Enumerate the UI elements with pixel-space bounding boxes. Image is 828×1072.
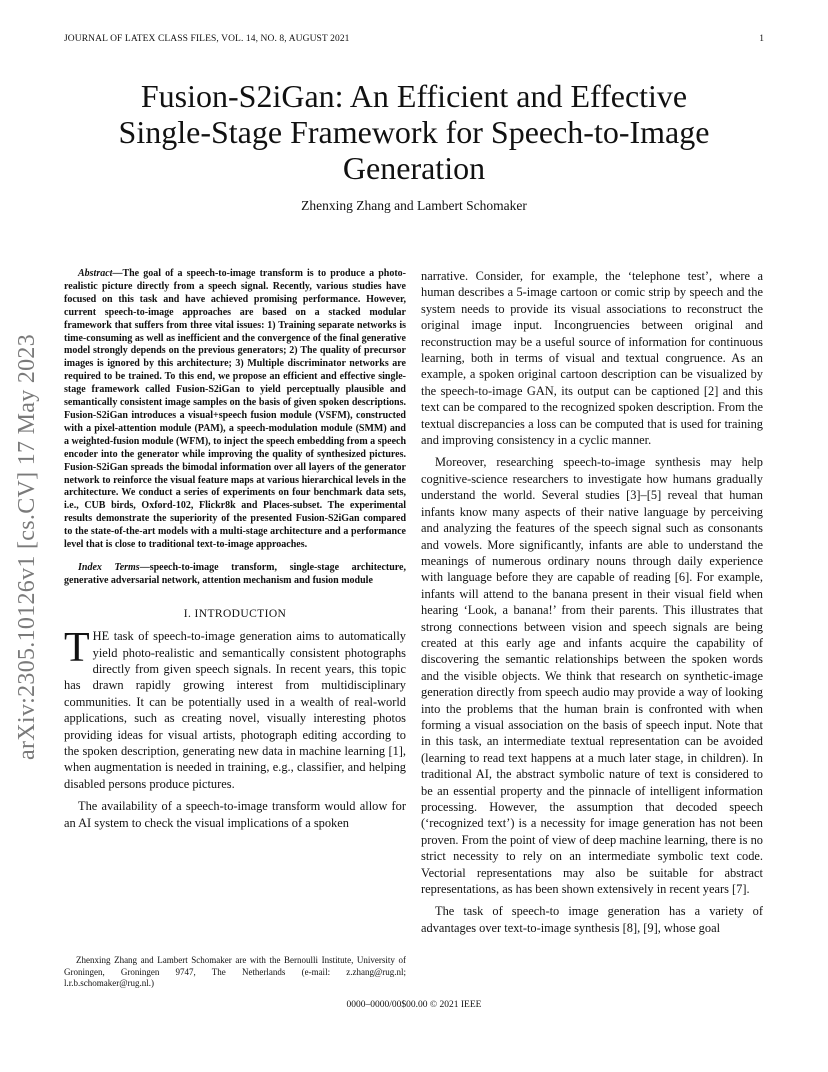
intro-paragraph-1 [64,625,406,792]
paper-authors: Zhenxing Zhang and Lambert Schomaker [301,198,527,213]
right-paragraph-2: Moreover, researching speech-to-image synthesis may help cognitive-science researchers to investigate how humans gradually understand the world. Several studies [3]–[5] reveal that human infants know many aspects of their native language by perceiving and analyzing the features of the speech signal such as consonants and vowels. More significantly, infants are able to understand the meanings of numerous ordinary nouns through daily experience with language before they are capable of reading [6]. For example, infants will attend to the banana present in their visual field when hearing ‘Look, a banana!’ from their parents. This illustrates that strong connections between vision and speech signals are being created at this early age and infants acquire the capability of discovering the semantic relationships between the spoken words and the visible objects. We think that research on synthetic-image generation directly from speech audio may provide a way of looking into the problems that the human brain is confronted with when forming a visual association on the basis of speech input. Note that in this task, an intermediate textual representation can be avoided (learning to read text happens at a much later stage, in children). In traditional AI, the abstract symbolic nature of text is considered to be an essential property and the pinnacle of intelligent information processing. However, the assumption that decoded speech (‘recognized text’) is a necessity for image generation has not been proven. From the point of view of deep machine learning, there is no strict necessity to rely on an intermediate symbolic text code. Vectorial representations may also be suitable for abstract representations, as has been shown extensively in recent years [7]. [421,455,763,897]
right-column [421,268,763,936]
index-terms [64,562,406,588]
intro-paragraph-2: The availability of a speech-to-image transform would allow for an AI system to check the visual implications of a spoken [64,799,406,830]
right-paragraph-3: The task of speech-to image generation has a variety of advantages over text-to-image synthesis [8], [9], whose goal [421,904,763,935]
right-paragraph-1: narrative. Consider, for example, the ‘telephone test’, where a human describes a 5-image cartoon or comic strip by speech and the system needs to provide its visual associations to reconstruct the original image input. Incongruencies between original and reconstruction may be a useful source of information for continuous learning, both in terms of visual and textual congruence. As an example, a spoken original cartoon description can be visualized by the speech-to-image GAN, its output can be captioned [2] and this text can be compared to the recognized spoken description. From the textual discrepancies a loss can be computed that is used for training and improving consistency in a cyclic manner. [421,269,763,448]
abstract-text: —The goal of a speech-to-image transform is to produce a photo-realistic picture directly from a speech signal. Recently, various studies have focused on this task and have achieved promising performance. However, current speech-to-image approaches are based on a stacked modular framework that suffers from three vital issues: 1) Training separate networks is time-consuming as well as inefficient and the convergence of the final generative model strongly depends on the previous generators; 2) The quality of precursor images is ignored by this architecture; 3) Multiple discriminator networks are required to be trained. To this end, we propose an efficient and effective single-stage framework called Fusion-S2iGan to yield perceptually plausible and semantically consistent image samples on the basis of given spoken descriptions. Fusion-S2iGan introduces a visual+speech fusion module (VSFM), constructed with a pixel-attention module (PAM), a speech-modulation module (SMM) and a weighted-fusion module (WFM), to inject the speech embedding from a speech encoder into the generator while improving the quality of synthesized pictures. Fusion-S2iGan spreads the bimodal information over all layers of the generator network to reinforce the visual feature maps at various hierarchical levels in the architecture. We conduct a series of experiments on four benchmark data sets, i.e., CUB birds, Oxford-102, Flickr8k and Places-subset. The experimental results demonstrate the superiority of the presented Fusion-S2iGan compared to the state-of-the-art models with a multi-stage architecture and a performance level that is close to traditional text-to-image approaches. [64,268,407,551]
left-column [64,268,406,831]
journal-header: JOURNAL OF LATEX CLASS FILES, VOL. 14, NO. 8, AUGUST 2021 [64,34,350,44]
page-number: 1 [759,34,764,44]
index-terms-label: Index Terms [78,561,140,573]
arxiv-identifier: arXiv:2305.10126v1 [cs.CV] 17 May 2023 [14,333,40,760]
abstract-label: Abstract [78,268,113,279]
author-footnote: Zhenxing Zhang and Lambert Schomaker are with the Bernoulli Institute, University of Groningen, Groningen 9747, The Netherlands (e-mail: z.zhang@rug.nl; l.r.b.schomaker@rug.nl.) [64,955,406,989]
intro-paragraph-1-text: HE task of speech-to-image generation aims to automatically yield photo-realistic and semantically consistent photographs directly from given speech signals. In recent years, this topic has drawn rapidly growing interest from multidisciplinary communities. It can be potentially used in a wealth of real-world applications, such as creating novel, visually interesting photos providing ideas for visual artists, photograph editing according to the spoken description, generating new data in machine learning [1], when augmentation is needed in training, e.g., classifier, and helping disabled persons produce pictures. [64,629,406,791]
index-terms-text: —speech-to-image transform, single-stage architecture, generative adversarial network, attention mechanism and fusion module [64,561,406,586]
copyright-line: 0000–0000/00$00.00 © 2021 IEEE [346,1000,482,1010]
section-heading-introduction: I. INTRODUCTION [183,607,287,620]
abstract [64,268,406,552]
drop-cap: T [64,625,90,672]
paper-title: Fusion-S2iGan: An Efficient and Effective Single-Stage Framework for Speech-to-Image Generation [118,78,710,186]
